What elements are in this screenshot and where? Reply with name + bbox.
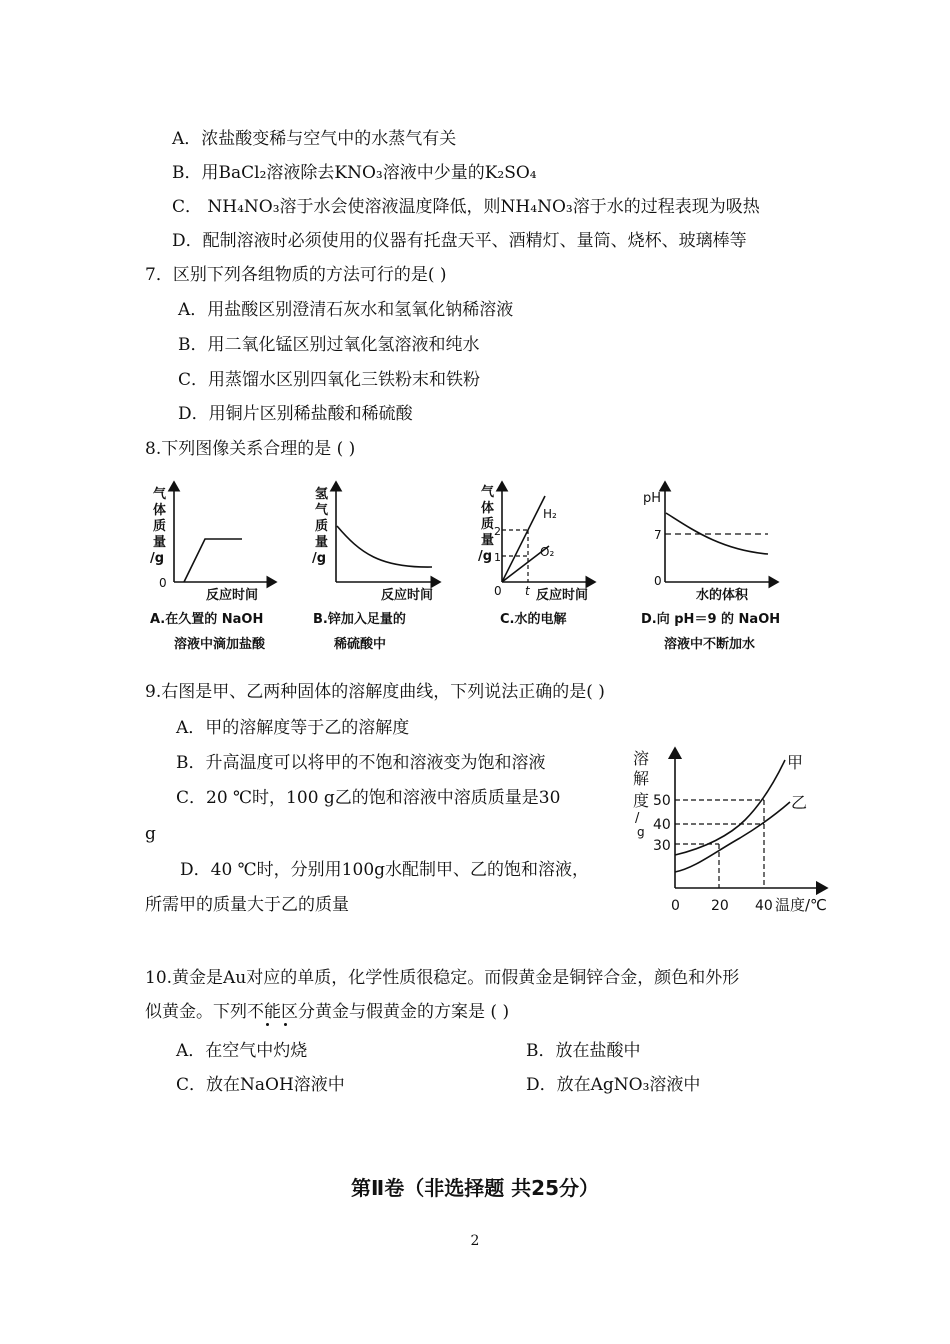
graph-b-ylabel-2: 质: [315, 519, 329, 534]
graph-c-caption-1: C.水的电解: [500, 612, 567, 627]
graph-b-caption-1: B.锌加入足量的: [313, 612, 406, 627]
graph-c-ylabel-4: /g: [478, 549, 493, 564]
graph-d-caption-1: D.向 pH＝9 的 NaOH: [641, 612, 781, 627]
graph-d-tick-7: 7: [654, 528, 662, 542]
q6-option-c: C． NH₄NO₃溶于水会使溶液温度降低，则NH₄NO₃溶于水的过程表现为吸热: [172, 197, 760, 217]
q9-option-d-cont: 所需甲的质量大于乙的质量: [145, 895, 349, 915]
graph-c-ylabel-0: 气: [481, 485, 495, 500]
graph-b-ylabel-1: 气: [315, 503, 329, 518]
curve-jia: [675, 760, 785, 855]
chart-ylabel-1: 解: [633, 769, 650, 788]
graph-a-ylabel-3: 量: [153, 535, 167, 550]
graph-a-caption-1: A.在久置的 NaOH: [150, 612, 264, 627]
q9-stem: 9.右图是甲、乙两种固体的溶解度曲线，下列说法正确的是( ): [145, 682, 605, 702]
page-number: 2: [470, 1233, 480, 1249]
solubility-chart: [625, 740, 855, 920]
chart-xtick-0: 0: [671, 898, 680, 914]
q10-option-d: D．放在AgNO₃溶液中: [526, 1075, 701, 1095]
emphasis-dot: [266, 1023, 269, 1026]
q10-option-b: B．放在盐酸中: [526, 1041, 641, 1061]
graph-c-line-h2: H₂: [543, 507, 557, 521]
q8-graphs: [0, 468, 950, 668]
chart-ylabel-3: /: [635, 811, 640, 826]
chart-xlabel: 温度/℃: [775, 896, 827, 914]
section-title: 第Ⅱ卷（非选择题 共25分）: [351, 1176, 599, 1200]
q6-option-a: A．浓盐酸变稀与空气中的水蒸气有关: [172, 129, 457, 149]
q9-option-a: A．甲的溶解度等于乙的溶解度: [176, 718, 410, 738]
q10-option-a: A．在空气中灼烧: [176, 1041, 308, 1061]
graph-d-xlabel: 水的体积: [696, 588, 749, 603]
chart-ytick-30: 30: [653, 838, 671, 854]
graph-d: [641, 482, 780, 652]
chart-series-yi: 乙: [791, 793, 808, 812]
graph-c-ylabel-1: 体: [481, 501, 495, 516]
q6-option-b: B．用BaCl₂溶液除去KNO₃溶液中少量的K₂SO₄: [172, 163, 537, 183]
curve-yi: [675, 802, 790, 872]
graph-d-caption-2: 溶液中不断加水: [664, 637, 756, 652]
chart-ytick-40: 40: [653, 817, 671, 833]
graph-a-ylabel-4: /g: [150, 551, 165, 566]
graph-a: [150, 482, 276, 652]
q9-option-c: C．20 ℃时，100 g乙的饱和溶液中溶质质量是30: [176, 788, 561, 808]
chart-ylabel-0: 溶: [633, 749, 650, 768]
graph-d-origin: 0: [654, 574, 662, 588]
q7-stem: 7．区别下列各组物质的方法可行的是( ): [145, 265, 447, 285]
chart-series-jia: 甲: [787, 753, 804, 772]
chart-ylabel-4: g: [637, 825, 645, 839]
graph-d-ylabel: pH: [643, 491, 662, 506]
chart-xtick-40: 40: [755, 898, 773, 914]
graph-a-ylabel-2: 质: [153, 519, 167, 534]
graph-b-xlabel: 反应时间: [381, 588, 434, 603]
chart-xtick-20: 20: [711, 898, 729, 914]
graph-b-caption-2: 稀硫酸中: [334, 637, 387, 652]
graph-b-ylabel-3: 量: [315, 535, 329, 550]
graph-c-tick-2: 2: [494, 525, 501, 538]
q7-option-b: B．用二氧化锰区别过氧化氢溶液和纯水: [178, 335, 480, 355]
graph-a-ylabel-1: 体: [153, 503, 167, 518]
graph-a-ylabel-0: 气: [153, 487, 167, 502]
q8-stem: 8.下列图像关系合理的是 ( ): [145, 439, 356, 459]
graph-b-ylabel-4: /g: [312, 551, 327, 566]
graph-c-origin: 0: [494, 584, 502, 598]
graph-a-origin: 0: [159, 576, 167, 590]
graph-c-xlabel: 反应时间: [536, 588, 589, 603]
emphasis-dot: [284, 1023, 287, 1026]
q7-option-d: D．用铜片区别稀盐酸和稀硫酸: [178, 404, 413, 424]
graph-c-line-o2: O₂: [540, 545, 555, 559]
q10-stem-1: 10.黄金是Au对应的单质，化学性质很稳定。而假黄金是铜锌合金，颜色和外形: [145, 968, 740, 988]
graph-b-ylabel-0: 氢: [315, 487, 329, 502]
q7-option-a: A．用盐酸区别澄清石灰水和氢氧化钠稀溶液: [178, 300, 514, 320]
graph-a-xlabel: 反应时间: [206, 588, 259, 603]
graph-c-ylabel-2: 质: [481, 517, 495, 532]
q6-option-d: D．配制溶液时必须使用的仪器有托盘天平、酒精灯、量筒、烧杯、玻璃棒等: [172, 231, 747, 251]
graph-b: [312, 482, 440, 652]
q9-option-d: D．40 ℃时，分别用100g水配制甲、乙的饱和溶液，: [180, 860, 590, 880]
graph-c-tick-1: 1: [494, 551, 501, 564]
q7-option-c: C．用蒸馏水区别四氧化三铁粉末和铁粉: [178, 370, 481, 390]
chart-ylabel-2: 度: [633, 791, 650, 810]
chart-ytick-50: 50: [653, 793, 671, 809]
graph-c-ylabel-3: 量: [481, 533, 495, 548]
q9-option-b: B．升高温度可以将甲的不饱和溶液变为饱和溶液: [176, 753, 546, 773]
q10-stem-2: 似黄金。下列不能区分黄金与假黄金的方案是 ( ): [145, 1002, 510, 1022]
q10-option-c: C．放在NaOH溶液中: [176, 1075, 345, 1095]
graph-a-caption-2: 溶液中滴加盐酸: [174, 637, 266, 652]
graph-c-tick-t: t: [525, 584, 530, 598]
graph-c: [478, 482, 595, 627]
q9-option-c-cont: g: [145, 824, 156, 844]
